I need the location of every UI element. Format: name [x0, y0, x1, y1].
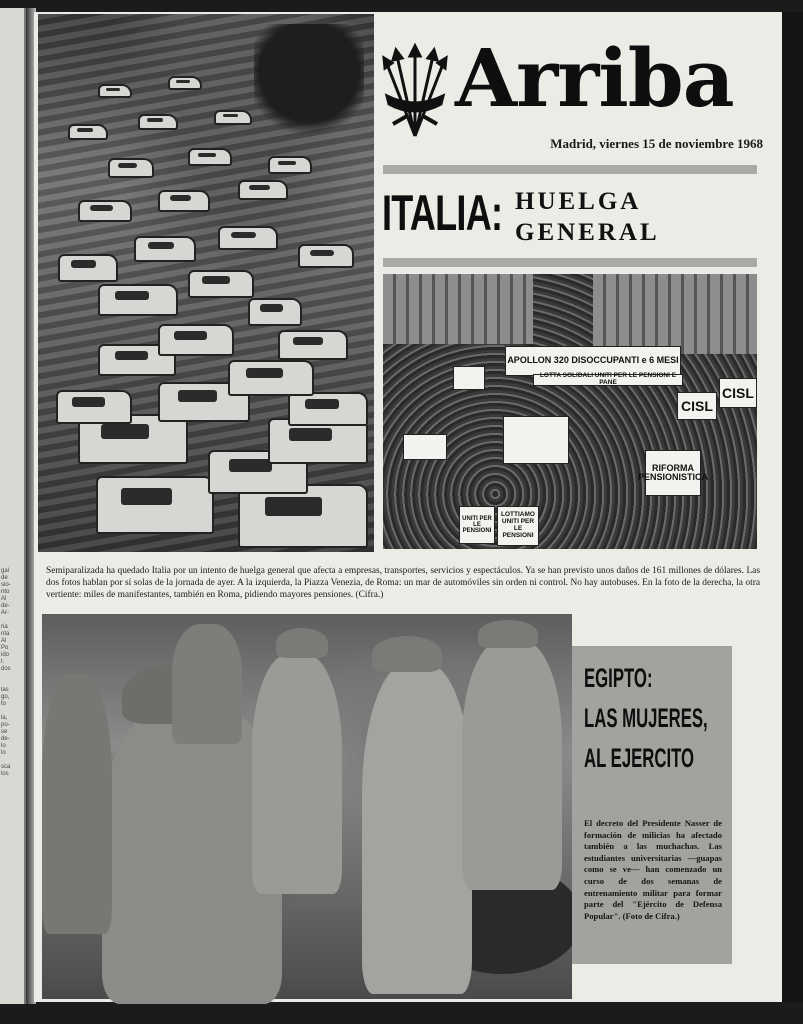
- egypt-headline: [584, 658, 727, 778]
- adjacent-page-strip: [0, 8, 26, 1004]
- building: [383, 274, 533, 344]
- car: [288, 392, 368, 426]
- car: [56, 390, 132, 424]
- car: [248, 298, 302, 326]
- car: [68, 124, 108, 140]
- page-right-shadow: [782, 12, 803, 1002]
- woman-soldier: [42, 674, 112, 934]
- car: [158, 190, 210, 212]
- car: [134, 236, 196, 262]
- cap: [372, 636, 442, 672]
- egypt-headline-line2: LAS MUJERES,: [584, 703, 708, 733]
- headline-country: ITALIA:: [382, 185, 503, 241]
- protest-sign: APOLLON 320 DISOCCUPANTI e 6 MESI: [505, 346, 681, 376]
- headline-rule-top: [383, 165, 757, 174]
- headline-topic: [515, 186, 660, 248]
- car: [98, 84, 132, 98]
- headline-topic-line1: HUELGA: [515, 188, 642, 215]
- protest-sign-blank: [503, 416, 569, 464]
- car: [228, 360, 314, 396]
- egypt-article: [572, 646, 732, 964]
- car: [58, 254, 118, 282]
- car: [168, 76, 202, 90]
- cap: [276, 628, 328, 658]
- headline-topic-line2: GENERAL: [515, 219, 660, 246]
- car: [214, 110, 252, 125]
- newspaper-page: [34, 12, 782, 1002]
- cap: [478, 620, 538, 648]
- protest-sign-blank: [453, 366, 485, 390]
- woman-soldier: [462, 640, 562, 890]
- car: [238, 180, 288, 200]
- car: [278, 330, 348, 360]
- egypt-headline-line1: EGIPTO:: [584, 663, 653, 693]
- women-militia-photo: [42, 614, 572, 999]
- newspaper-title: Arriba: [455, 31, 734, 125]
- protest-sign: LOTTIAMO UNITI PER LE PENSIONI: [497, 506, 539, 546]
- car: [138, 114, 178, 130]
- protest-sign: CISL: [677, 392, 717, 420]
- car: [188, 270, 254, 298]
- car: [78, 200, 132, 222]
- adjacent-page-text: gal de sio- nto Al de- Ar- ria nta Al Po ido l: dos las go, to la, po- se de- lo lo sca los: [1, 568, 11, 777]
- car: [268, 156, 312, 174]
- car: [98, 284, 178, 316]
- protest-sign: UNITI PER LE PENSIONI: [459, 506, 495, 544]
- protest-sign: LOTTA SOLIDALI UNITI PER LE PENSIONI E PANE: [533, 374, 683, 386]
- woman-soldier: [362, 664, 472, 994]
- traffic-jam-photo: [38, 14, 374, 552]
- woman-soldier: [172, 624, 242, 744]
- car: [218, 226, 278, 250]
- masthead: [379, 32, 769, 162]
- dateline: Madrid, viernes 15 de noviembre 1968: [550, 136, 763, 151]
- yoke-and-arrows-icon: [383, 46, 447, 142]
- protest-sign-blank: [403, 434, 447, 460]
- car: [188, 148, 232, 166]
- photo-caption: Semiparalizada ha quedado Italia por un intento de huelga general que afecta a empresas, transportes, servicios y espectáculos. Ya se han previsto unos daños de 161 millones de dólares. Las dos fotos hablan por sí solas de la jornada de ayer. A la izquierda, la Piazza Venezia, de Roma: un mar de automóviles sin orden ni control. No hay autobuses. En la foto de la derecha, la otra vertiente: miles de manifestantes, también en Roma, pidiendo mayores pensiones. (Cifra.): [46, 566, 760, 600]
- egypt-body-text: El decreto del Presidente Nasser de formación de milicias ha afectado también a las muchachas. Las estudiantes universitarias —guapas como se ve— han comenzado un curso de dos semanas de entrenamiento militar para formar parte del "Ejército de Defensa Popular". (Foto de Cifra.): [584, 818, 722, 921]
- building: [593, 274, 757, 354]
- protest-sign: CISL: [719, 378, 757, 408]
- protest-crowd-photo: [383, 274, 757, 549]
- protest-sign: RIFORMA PENSIONISTICA: [645, 450, 701, 496]
- woman-soldier: [252, 654, 342, 894]
- car: [158, 324, 234, 356]
- egypt-headline-line3: AL EJERCITO: [584, 743, 695, 773]
- tree-canopy: [254, 24, 364, 144]
- car: [108, 158, 154, 178]
- headline-rule-bottom: [383, 258, 757, 267]
- car: [298, 244, 354, 268]
- car: [96, 476, 214, 534]
